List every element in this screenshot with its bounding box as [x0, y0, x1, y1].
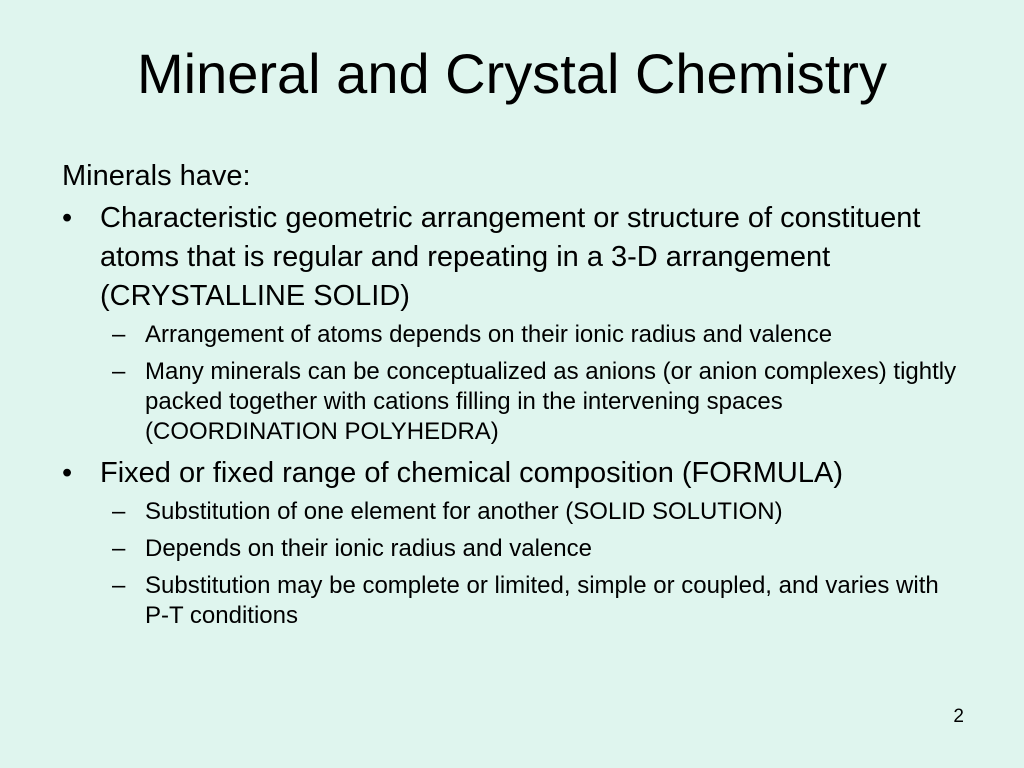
bullet-group-1 [62, 199, 962, 447]
sub-bullet-text: Substitution of one element for another (SOLID SOLUTION) [145, 498, 783, 525]
sub-bullet-item [62, 534, 962, 564]
sub-bullet-text: Substitution may be complete or limited, simple or coupled, and varies with P-T conditions [145, 572, 939, 629]
sub-bullet-item [62, 357, 962, 447]
sub-bullet-item [62, 320, 962, 350]
slide-title: Mineral and Crystal Chemistry [137, 42, 887, 105]
dash-marker: – [112, 321, 126, 348]
bullet-text: Fixed or fixed range of chemical composition (FORMULA) [100, 457, 843, 489]
sub-bullet-text: Many minerals can be conceptualized as anions (or anion complexes) tightly packed together with cations filling in the intervening spaces (COORDINATION POLYHEDRA) [145, 358, 957, 445]
dash-marker: – [112, 572, 126, 599]
page-number: 2 [953, 706, 964, 727]
sub-bullet-text: Arrangement of atoms depends on their ionic radius and valence [145, 321, 833, 348]
bullet-text: Characteristic geometric arrangement or structure of constituent atoms that is regular and repeating in a 3-D arrangement (CRYSTALLINE SOLID) [100, 202, 921, 312]
bullet-marker: • [62, 202, 73, 234]
sub-bullet-text: Depends on their ionic radius and valence [145, 535, 592, 562]
bullet-item [62, 454, 962, 493]
bullet-item [62, 199, 962, 316]
bullet-marker: • [62, 457, 73, 489]
dash-marker: – [112, 498, 126, 525]
intro-text: Minerals have: [62, 160, 251, 192]
bullet-group-2 [62, 454, 962, 631]
slide-body [62, 157, 962, 638]
sub-bullet-item [62, 571, 962, 631]
sub-bullet-item [62, 497, 962, 527]
dash-marker: – [112, 535, 126, 562]
dash-marker: – [112, 358, 126, 385]
